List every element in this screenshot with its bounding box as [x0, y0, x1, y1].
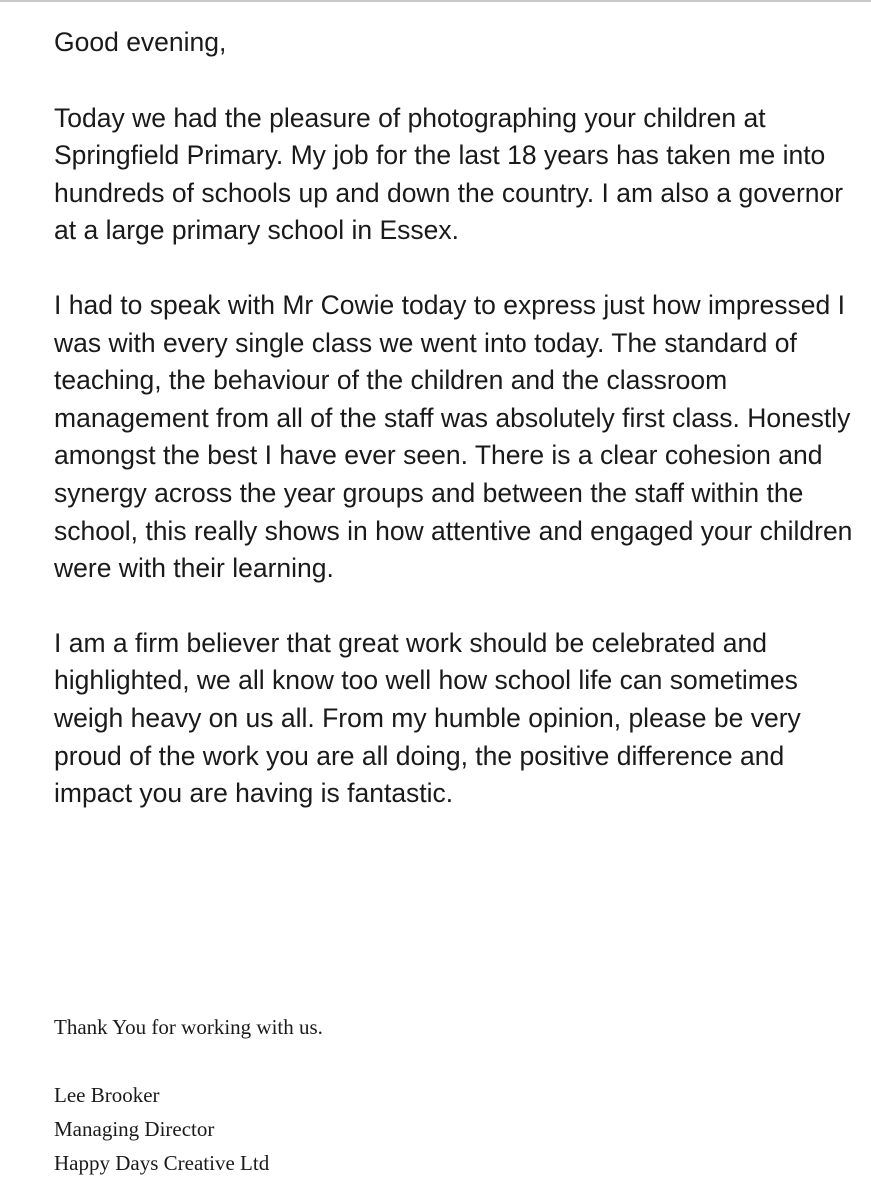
- letter-body: [54, 24, 854, 850]
- paragraph-praise: I had to speak with Mr Cowie today to express just how impressed I was with every single class we went into today. The standard of teaching, the behaviour of the children and the classroom management from all of the staff was absolutely first class. Honestly amongst the best I have ever seen. There is a clear cohesion and synergy across the year groups and between the staff within the school, this really shows in how attentive and engaged your children were with their learning.: [54, 289, 853, 584]
- paragraph-closing: I am a firm believer that great work should be celebrated and highlighted, we all know too well how school life can sometimes weigh heavy on us all. From my humble opinion, please be very proud of the work you are all doing, the positive difference and impact you are having is fantastic.: [54, 627, 801, 809]
- paragraph-intro: Today we had the pleasure of photographing your children at Springfield Primary. My job for the last 18 years has taken me into hundreds of schools up and down the country. I am also a governor at a large primary school in Essex.: [54, 102, 844, 246]
- signature-block: [54, 1010, 754, 1180]
- signatory-title: Managing Director: [54, 1117, 215, 1141]
- company-name: Happy Days Creative Ltd: [54, 1151, 270, 1175]
- thank-you-line: Thank You for working with us.: [54, 1015, 323, 1039]
- signatory-name: Lee Brooker: [54, 1083, 160, 1107]
- greeting: Good evening,: [54, 27, 227, 57]
- top-divider: [0, 0, 871, 2]
